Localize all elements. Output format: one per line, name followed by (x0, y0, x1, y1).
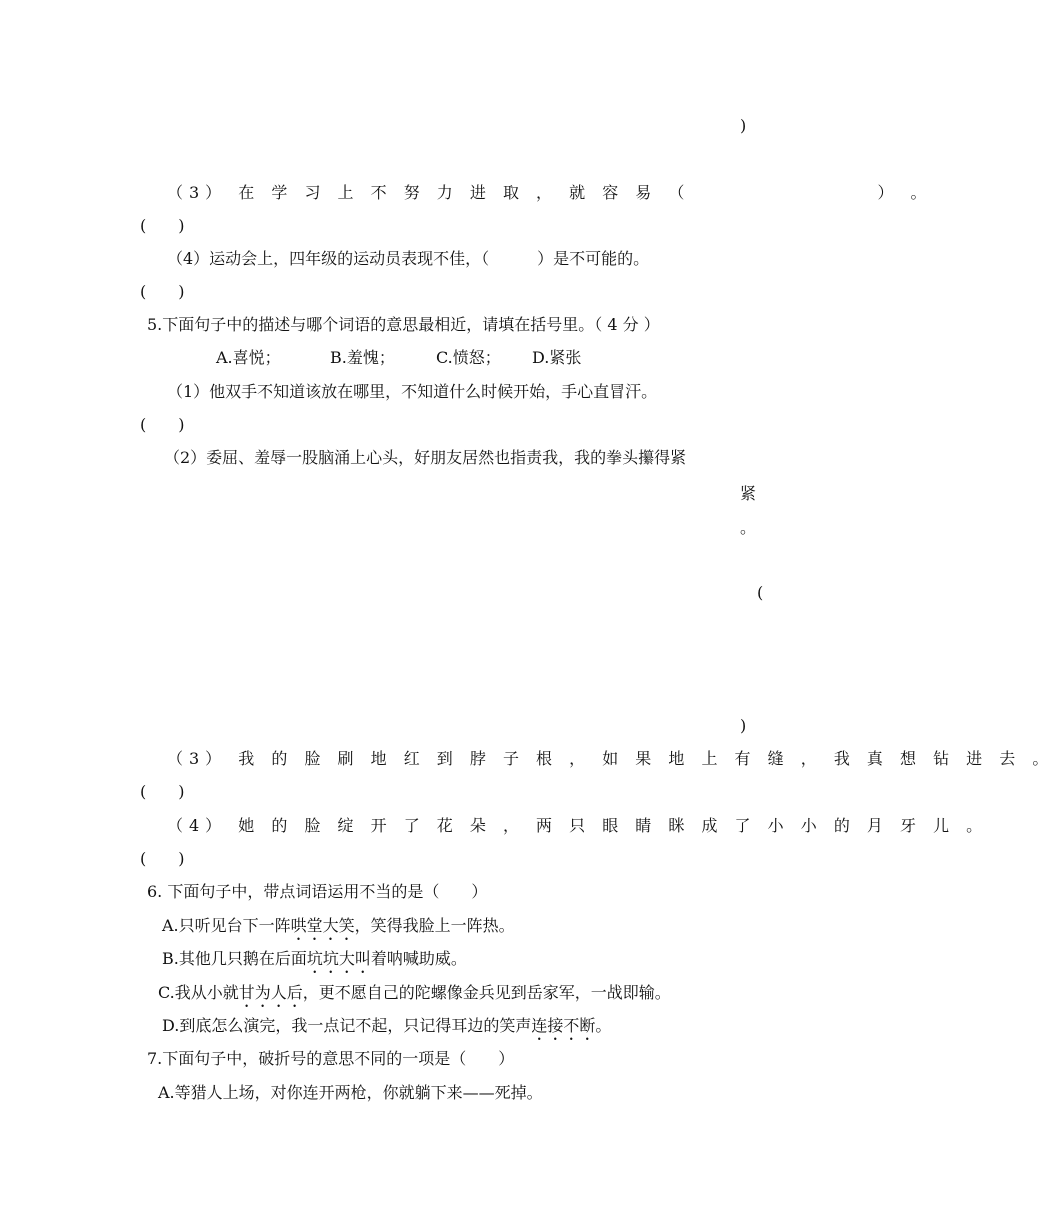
q5-item-4: （4） 她 的 脸 绽 开 了 花 朵 ， 两 只 眼 睛 眯 成 了 小 小 的 月 牙 儿 。 (167, 816, 989, 835)
q5-item-1: （1）他双手不知道该放在哪里，不知道什么时候开始，手心直冒汗。 (167, 382, 658, 401)
q6-option-d (162, 1015, 611, 1044)
stray-close-paren-top: ) (740, 116, 747, 135)
stray-open-paren: ( (757, 583, 764, 602)
q6-c-text-post: ，更不愿自己的陀螺像金兵见到岳家军，一战即输。 (302, 983, 671, 1002)
q4-item-3: （3） 在 学 习 上 不 努 力 进 取 ， 就 容 易 （ ） 。 (167, 183, 933, 202)
q6-b-text-pre: B.其他几只鹅在后面 (162, 949, 307, 968)
q4-item-3-answer: ( ) (140, 216, 185, 235)
q5-option-d: D.紧张 (532, 348, 582, 367)
q5-option-c: C.愤怒； (436, 348, 501, 367)
q6-b-dotted-word: 坑坑大叫 (306, 949, 371, 968)
q4-item-4: （4）运动会上，四年级的运动员表现不佳，（ ）是不可能的。 (167, 249, 650, 268)
q5-option-a: A.喜悦； (216, 348, 281, 367)
q6-b-text-post: 着呐喊助威。 (370, 949, 467, 968)
q7-option-a: A.等猎人上场，对你连开两枪，你就躺下来——死掉。 (158, 1083, 543, 1102)
q6-option-b (162, 948, 467, 977)
q6-c-text-pre: C.我从小就 (158, 983, 239, 1002)
q5-title: 5.下面句子中的描述与哪个词语的意思最相近，请填在括号里。（ 4 分 ） (147, 315, 660, 334)
q6-d-text-post: 。 (595, 1016, 612, 1035)
stray-close-paren: ) (740, 716, 747, 735)
q6-option-a (162, 915, 515, 944)
q5-item-3: （3） 我 的 脸 刷 地 红 到 脖 子 根 ， 如 果 地 上 有 缝 ， 我 真 想 钻 进 去 。 (167, 749, 1054, 768)
q6-option-c (158, 982, 671, 1011)
q5-item-2: （2）委屈、羞辱一股脑涌上心头，好朋友居然也指责我，我的拳头攥得紧 (164, 448, 687, 467)
stray-jin-char: 紧 (740, 484, 757, 503)
q6-d-text-pre: D.到底怎么演完，我一点记不起，只记得耳边的笑声 (162, 1016, 532, 1035)
q5-item-4-answer: ( ) (140, 849, 185, 868)
q5-options (216, 347, 581, 369)
q6-a-dotted-word: 哄堂大笑 (290, 916, 355, 935)
q6-c-dotted-word: 甘为人后 (238, 983, 303, 1002)
q7-title: 7.下面句子中，破折号的意思不同的一项是（ ） (147, 1049, 515, 1068)
q6-a-text-pre: A.只听见台下一阵 (162, 916, 291, 935)
q5-option-b: B.羞愧； (330, 348, 395, 367)
q5-item-3-answer: ( ) (140, 782, 185, 801)
q6-a-text-post: ，笑得我脸上一阵热。 (354, 916, 515, 935)
q6-title: 6. 下面句子中，带点词语运用不当的是（ ） (147, 882, 488, 901)
stray-period: 。 (740, 518, 757, 537)
q5-item-1-answer: ( ) (140, 415, 185, 434)
q4-item-4-answer: ( ) (140, 282, 185, 301)
q6-d-dotted-word: 连接不断 (531, 1016, 596, 1035)
